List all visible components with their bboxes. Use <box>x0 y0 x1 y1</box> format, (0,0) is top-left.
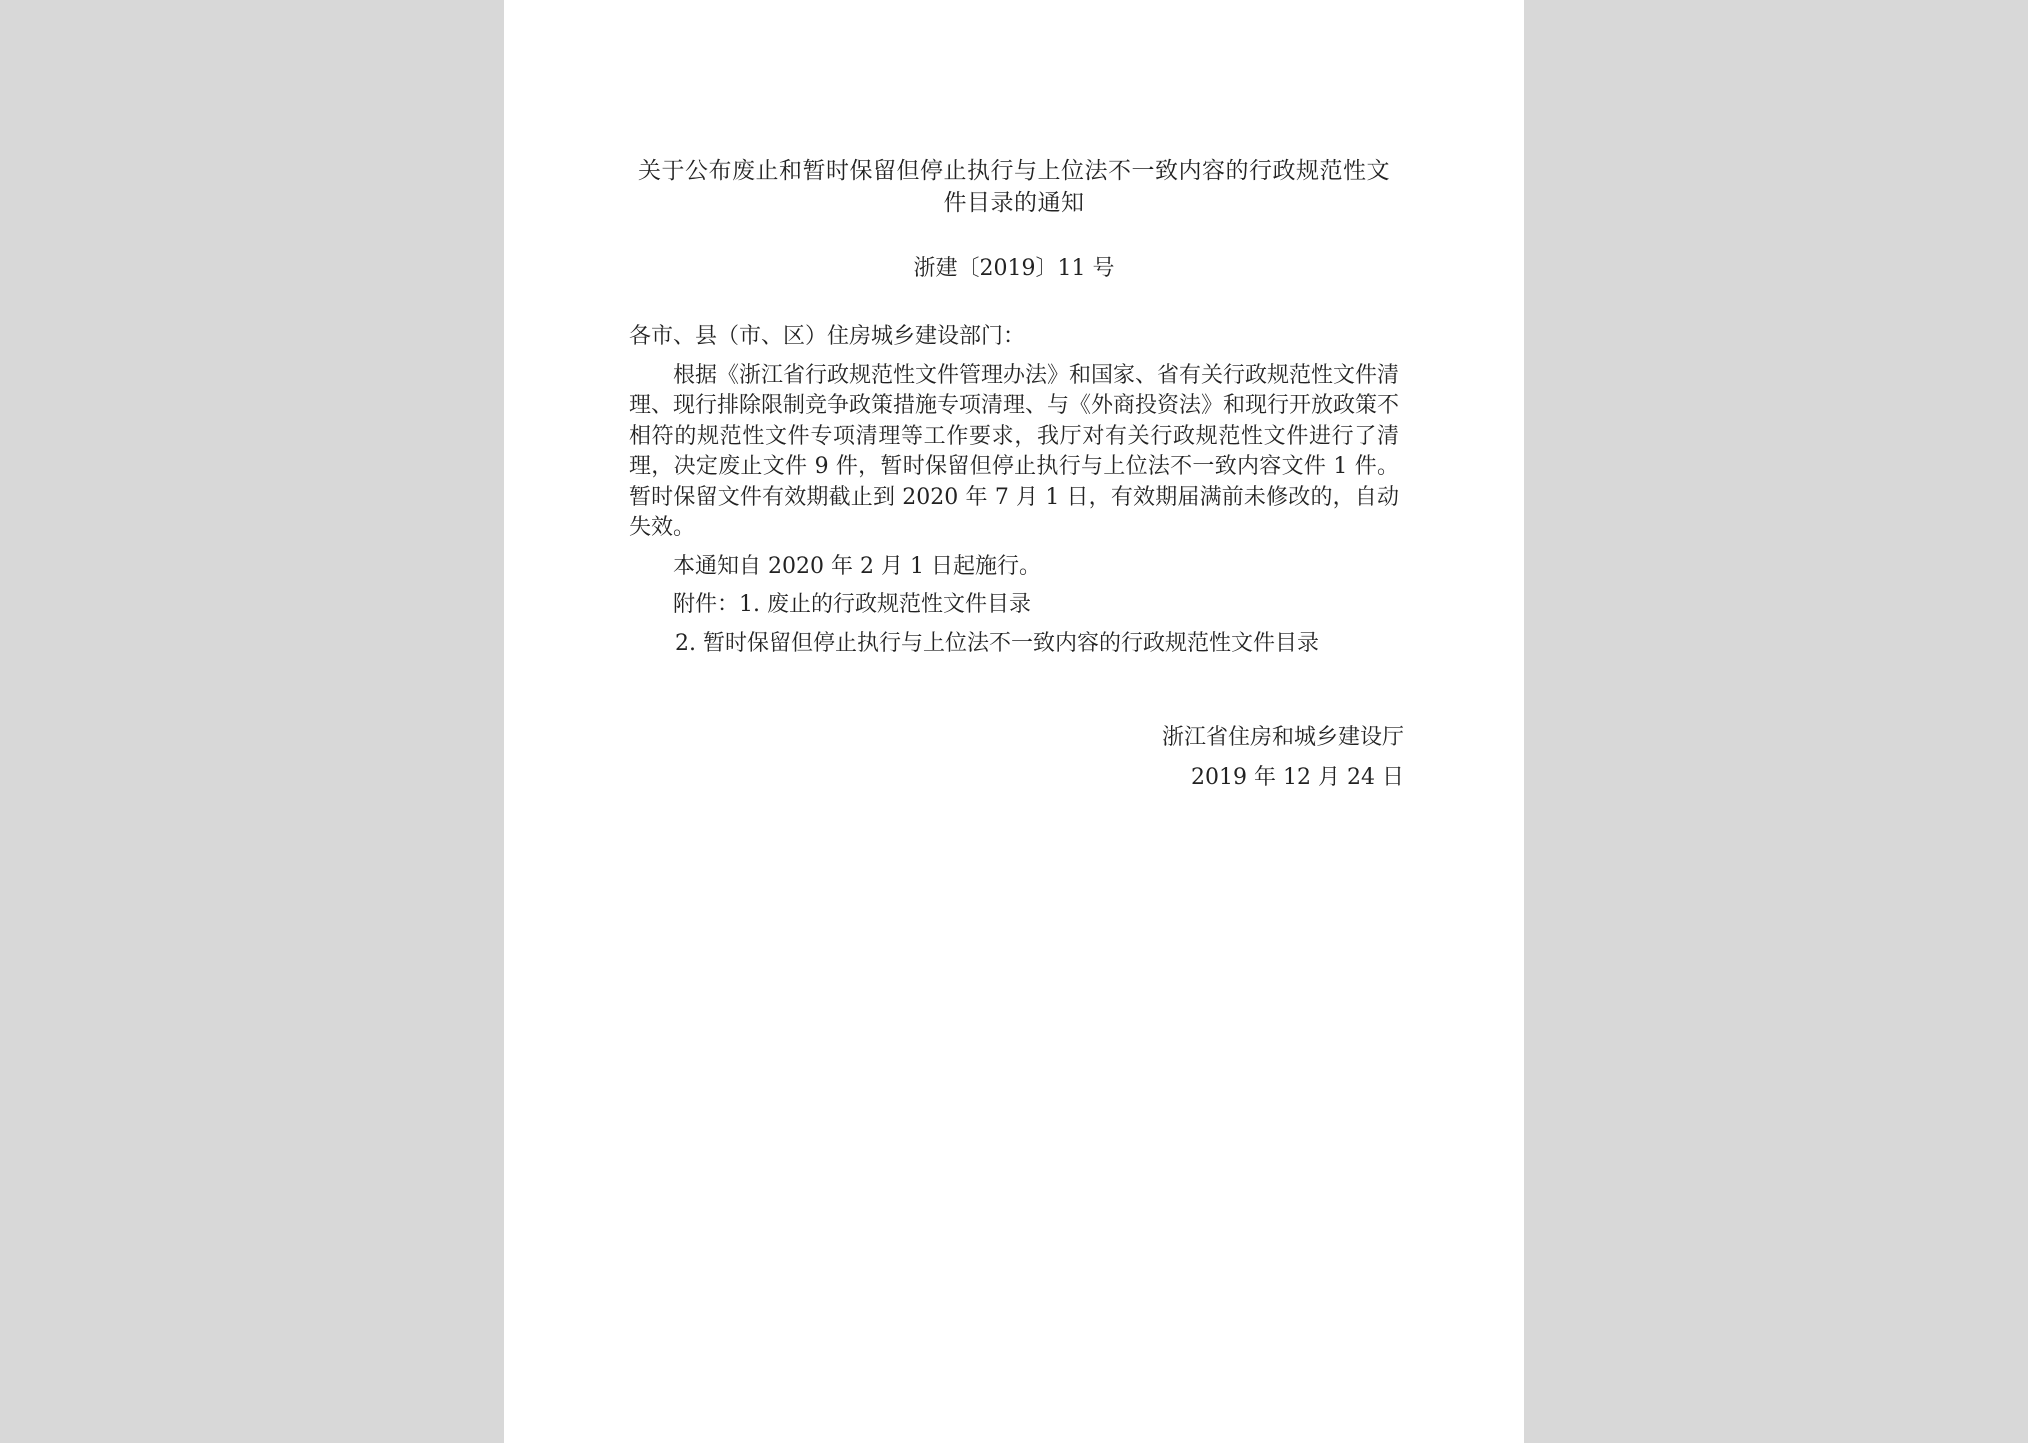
addressee: 各市、县（市、区）住房城乡建设部门： <box>629 324 1026 349</box>
issuer-name: 浙江省住房和城乡建设厅 <box>1161 725 1404 750</box>
document-body <box>629 322 1399 667</box>
document-page <box>504 0 1524 1443</box>
effective-date-paragraph: 本通知自 2020 年 2 月 1 日起施行。 <box>673 553 1041 579</box>
issue-date: 2019 年 12 月 24 日 <box>1191 765 1404 790</box>
body-paragraph: 根据《浙江省行政规范性文件管理办法》和国家、省有关行政规范性文件清理、现行排除限制竞争政策措施专项清理、与《外商投资法》和现行开放政策不相符的规范性文件专项清理等工作要求，我厅对有关行政规范性文件进行了清理，决定废止文件 9 件，暂时保留但停止执行与上位法不一致内容文件 1 件。暂时保留文件有效期截止到 2020 年 7 月 1 日，有效期届满前未修改的，自动失效。 <box>629 362 1400 540</box>
document-title: 关于公布废止和暂时保留但停止执行与上位法不一致内容的行政规范性文件目录的通知 <box>638 158 1390 216</box>
document-number: 浙建〔2019〕11 号 <box>913 256 1115 281</box>
attachment-line: 附件：1. 废止的行政规范性文件目录 <box>673 592 1031 617</box>
signature-block <box>1162 718 1404 798</box>
attachment-line: 2. 暂时保留但停止执行与上位法不一致内容的行政规范性文件目录 <box>675 630 1319 656</box>
